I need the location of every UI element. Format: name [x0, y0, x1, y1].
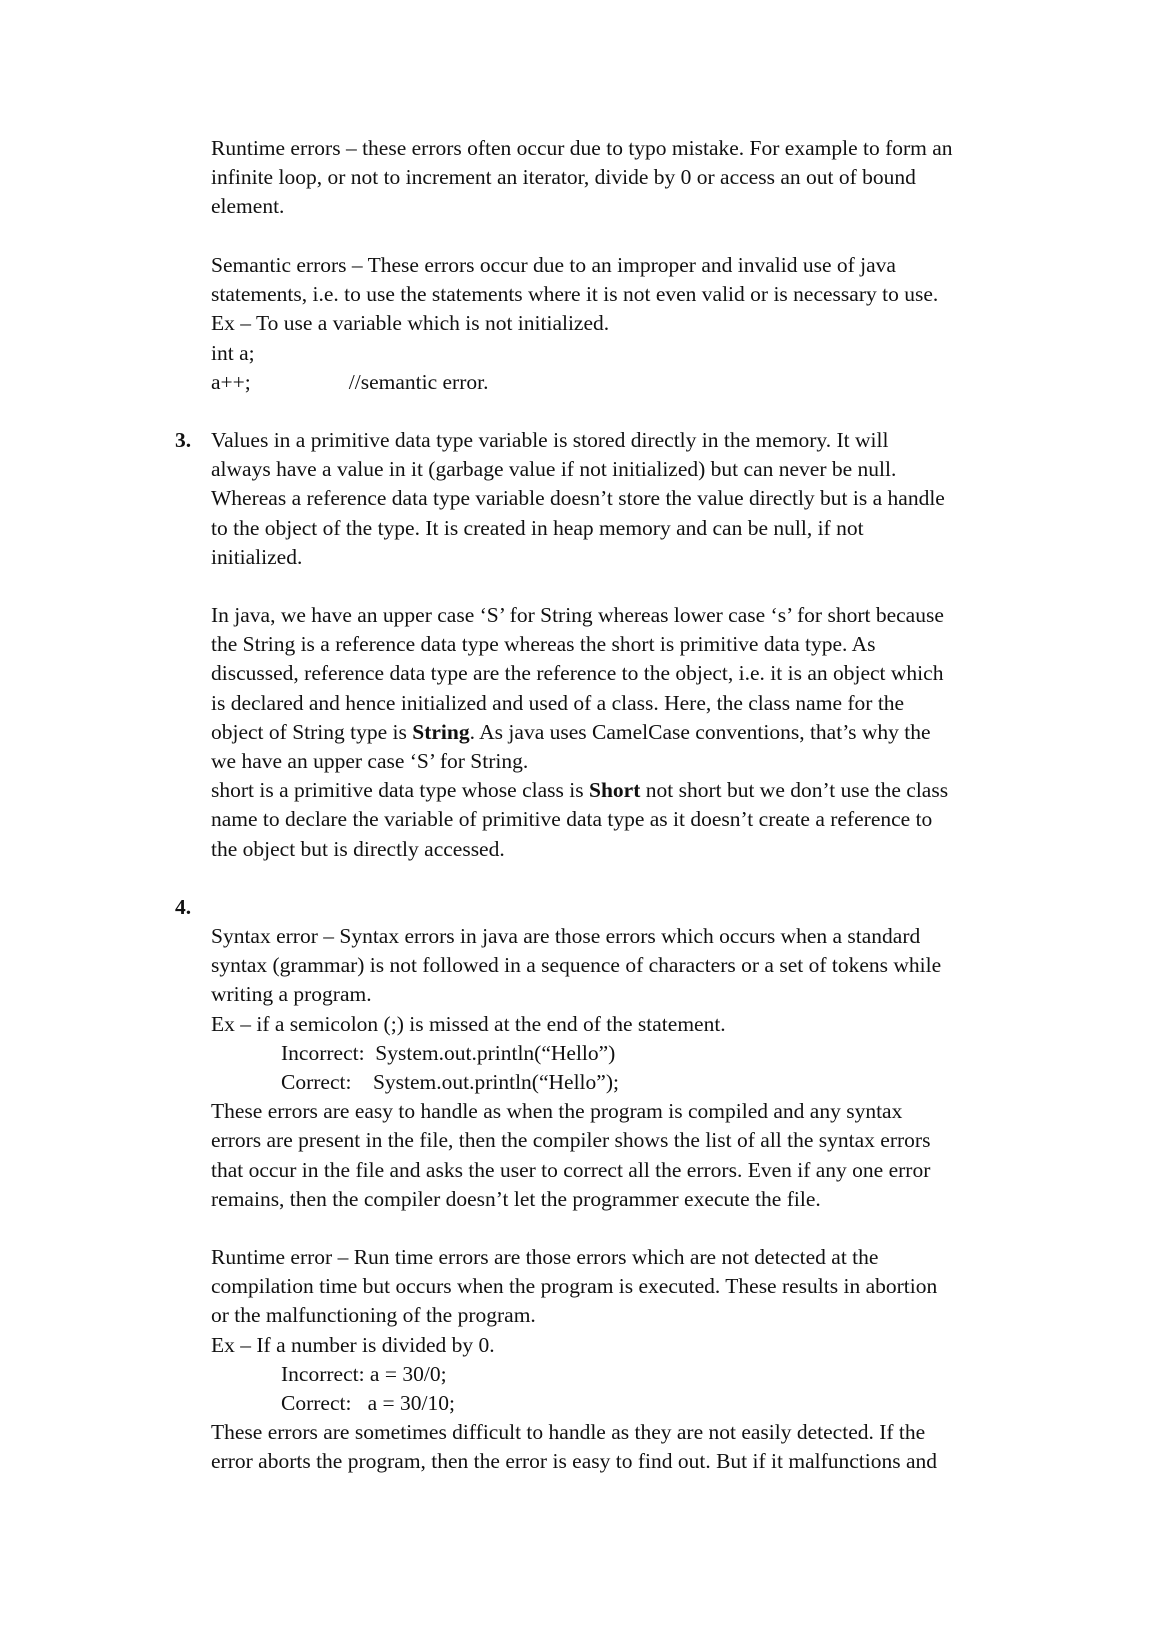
text-line: Ex – If a number is divided by 0.: [211, 1332, 495, 1357]
text-line: infinite loop, or not to increment an iterator, divide by 0 or access an out of bound: [211, 165, 916, 190]
bold-term-string: String: [412, 719, 470, 744]
text-line: or the malfunctioning of the program.: [211, 1303, 536, 1328]
item3-paragraph-2: [211, 601, 1031, 864]
runtime-error-section: [211, 1243, 1031, 1477]
text-line: Ex – if a semicolon (;) is missed at the end of the statement.: [211, 1011, 726, 1036]
text-line: Runtime errors – these errors often occur due to typo mistake. For example to form an: [211, 136, 953, 160]
text-line: element.: [211, 194, 285, 219]
text-line: is declared and hence initialized and used of a class. Here, the class name for the: [211, 690, 905, 715]
text-line: errors are present in the file, then the compiler shows the list of all the syntax errors: [211, 1128, 931, 1153]
code-example-correct: Correct: a = 30/10;: [281, 1391, 455, 1416]
code-example-correct: Correct: System.out.println(“Hello”);: [281, 1070, 619, 1095]
text-line: [211, 776, 1031, 805]
text-line: [211, 718, 1031, 747]
text-line: error aborts the program, then the error is easy to find out. But if it malfunctions and: [211, 1449, 938, 1474]
text-run: short is a primitive data type whose class is: [211, 778, 589, 803]
text-run: . As java uses CamelCase conventions, that’s why the: [469, 719, 931, 744]
text-line: initialized.: [211, 544, 303, 569]
text-line: compilation time but occurs when the program is executed. These results in abortion: [211, 1274, 938, 1299]
syntax-error-section: [211, 922, 1031, 1214]
text-run: not short but we don’t use the class: [640, 778, 949, 803]
text-line: the object but is directly accessed.: [211, 836, 505, 861]
list-number-4: 4.: [175, 895, 192, 919]
runtime-errors-paragraph: [211, 134, 1031, 222]
text-line: These errors are sometimes difficult to handle as they are not easily detected. If the: [211, 1420, 926, 1445]
text-line: Semantic errors – These errors occur due to an improper and invalid use of java: [211, 253, 896, 277]
code-example-incorrect: Incorrect: System.out.println(“Hello”): [281, 1040, 616, 1065]
text-line: the String is a reference data type whereas the short is primitive data type. As: [211, 632, 876, 657]
text-line: that occur in the file and asks the user to correct all the errors. Even if any one error: [211, 1157, 931, 1182]
text-line: Runtime error – Run time errors are those errors which are not detected at the: [211, 1245, 879, 1269]
text-line: always have a value in it (garbage value if not initialized) but can never be null.: [211, 457, 897, 482]
bold-term-short: Short: [588, 778, 641, 803]
code-comment: //semantic error.: [348, 369, 489, 394]
text-line: Syntax error – Syntax errors in java are those errors which occurs when a standard: [211, 924, 921, 948]
text-line: Values in a primitive data type variable is stored directly in the memory. It will: [211, 428, 889, 452]
text-line: In java, we have an upper case ‘S’ for String whereas lower case ‘s’ for short because: [211, 603, 944, 627]
text-line: statements, i.e. to use the statements where it is not even valid or is necessary to use.: [211, 282, 939, 307]
semantic-errors-paragraph: [211, 251, 1031, 397]
text-run: object of String type is: [211, 719, 413, 744]
text-line: we have an upper case ‘S’ for String.: [211, 749, 529, 774]
text-line: writing a program.: [211, 982, 372, 1007]
text-line: syntax (grammar) is not followed in a sequence of characters or a set of tokens while: [211, 953, 942, 978]
code-line: int a;: [211, 340, 255, 365]
text-line: remains, then the compiler doesn’t let the programmer execute the file.: [211, 1186, 821, 1211]
text-line: discussed, reference data type are the reference to the object, i.e. it is an object which: [211, 661, 944, 686]
list-number-3: 3.: [175, 428, 192, 452]
text-line: Whereas a reference data type variable doesn’t store the value directly but is a handle: [211, 486, 945, 511]
code-statement: a++;: [211, 369, 251, 394]
code-example-incorrect: Incorrect: a = 30/0;: [281, 1361, 447, 1386]
code-line: [211, 368, 1031, 397]
text-line: to the object of the type. It is created in heap memory and can be null, if not: [211, 515, 864, 540]
text-line: These errors are easy to handle as when the program is compiled and any syntax: [211, 1099, 903, 1124]
text-line: Ex – To use a variable which is not initialized.: [211, 311, 610, 336]
text-line: name to declare the variable of primitive data type as it doesn’t create a reference to: [211, 807, 933, 832]
item3-paragraph-1: [211, 426, 1031, 572]
